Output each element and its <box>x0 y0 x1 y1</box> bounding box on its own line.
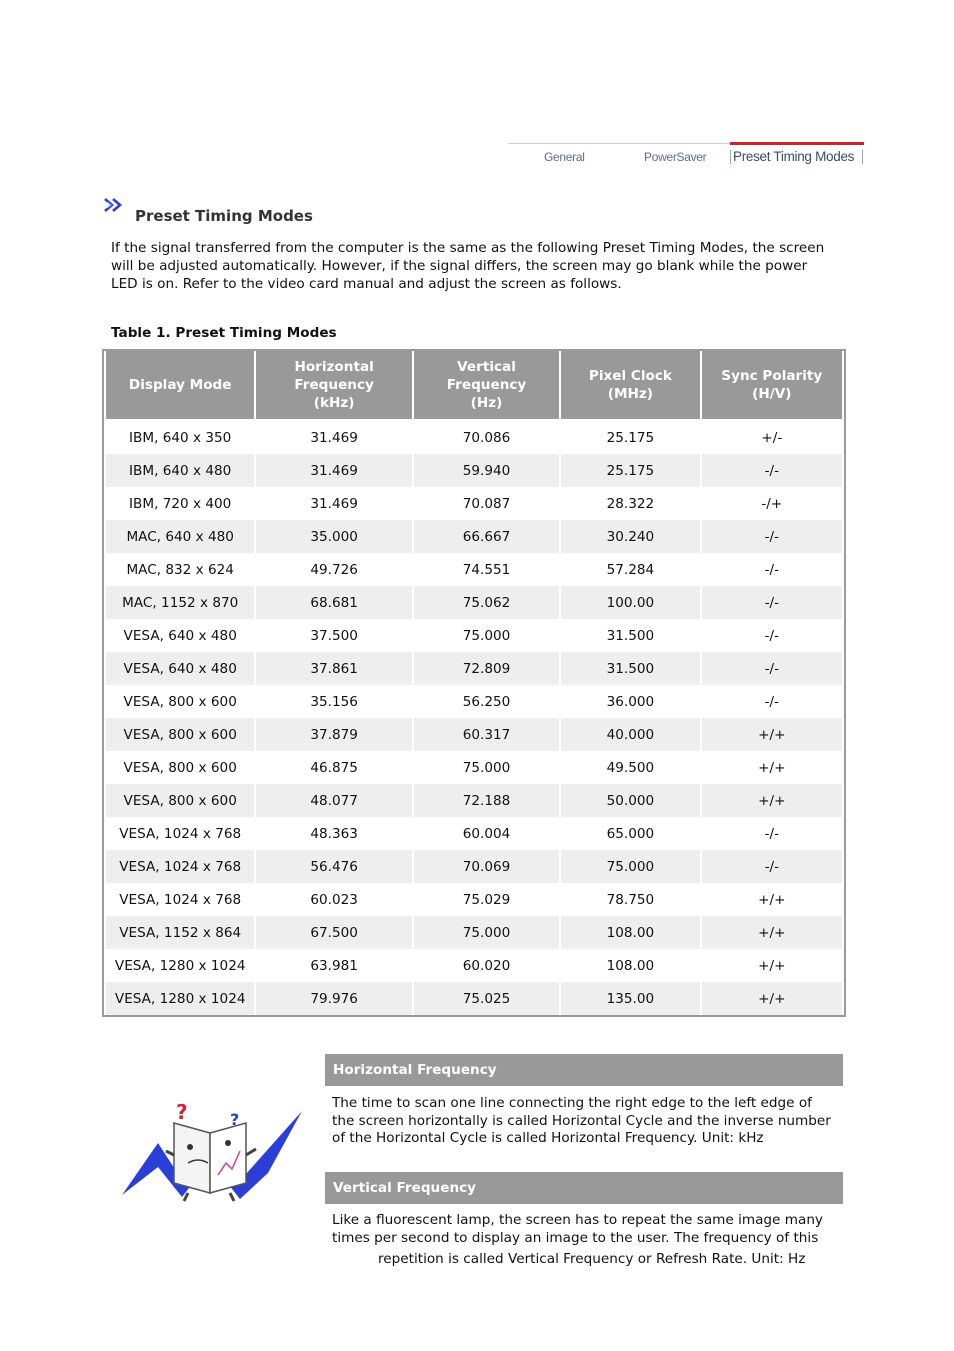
cell-sync-polarity: +/+ <box>702 784 842 817</box>
timing-table-container <box>102 349 846 1017</box>
table-row <box>106 454 842 487</box>
cell-horizontal-frequency: 35.000 <box>256 520 411 553</box>
vertical-frequency-title: Vertical Frequency <box>325 1172 843 1204</box>
cell-pixel-clock: 25.175 <box>561 421 699 454</box>
table-caption: Table 1. Preset Timing Modes <box>111 325 337 341</box>
svg-text:?: ? <box>230 1110 240 1129</box>
cell-vertical-frequency: 75.000 <box>414 751 559 784</box>
cell-vertical-frequency: 74.551 <box>414 553 559 586</box>
cell-vertical-frequency: 60.004 <box>414 817 559 850</box>
cell-vertical-frequency: 72.809 <box>414 652 559 685</box>
cell-pixel-clock: 57.284 <box>561 553 699 586</box>
cell-vertical-frequency: 70.087 <box>414 487 559 520</box>
cell-display-mode: VESA, 1280 x 1024 <box>106 949 254 982</box>
cell-sync-polarity: -/- <box>702 553 842 586</box>
cell-pixel-clock: 78.750 <box>561 883 699 916</box>
cell-sync-polarity: -/- <box>702 817 842 850</box>
table-row <box>106 850 842 883</box>
cell-horizontal-frequency: 35.156 <box>256 685 411 718</box>
timing-table-body <box>106 421 842 1015</box>
cell-vertical-frequency: 75.029 <box>414 883 559 916</box>
table-row <box>106 586 842 619</box>
cell-display-mode: IBM, 720 x 400 <box>106 487 254 520</box>
intro-paragraph: If the signal transferred from the computer is the same as the following Preset Timing Modes, the screen will be adjusted automatically. However, if the signal differs, the screen may go blank while the power LED is on. Refer to the video card manual and adjust the screen as follows. <box>111 240 825 292</box>
cell-display-mode: VESA, 800 x 600 <box>106 685 254 718</box>
header-display-mode: Display Mode <box>106 351 254 421</box>
cell-horizontal-frequency: 68.681 <box>256 586 411 619</box>
tab-rule <box>508 143 730 144</box>
cell-pixel-clock: 108.00 <box>561 916 699 949</box>
cell-display-mode: VESA, 640 x 480 <box>106 619 254 652</box>
cell-sync-polarity: -/+ <box>702 487 842 520</box>
cell-display-mode: MAC, 1152 x 870 <box>106 586 254 619</box>
cell-sync-polarity: +/+ <box>702 949 842 982</box>
cell-pixel-clock: 40.000 <box>561 718 699 751</box>
cell-vertical-frequency: 75.000 <box>414 916 559 949</box>
cell-display-mode: VESA, 1024 x 768 <box>106 850 254 883</box>
table-row <box>106 982 842 1015</box>
cell-sync-polarity: -/- <box>702 619 842 652</box>
confused-book-illustration <box>118 1103 308 1203</box>
header-sync-polarity: Sync Polarity (H/V) <box>702 351 842 421</box>
cell-vertical-frequency: 70.069 <box>414 850 559 883</box>
cell-display-mode: VESA, 1280 x 1024 <box>106 982 254 1015</box>
cell-pixel-clock: 49.500 <box>561 751 699 784</box>
cell-horizontal-frequency: 46.875 <box>256 751 411 784</box>
cell-sync-polarity: -/- <box>702 586 842 619</box>
cell-pixel-clock: 75.000 <box>561 850 699 883</box>
table-row <box>106 487 842 520</box>
cell-horizontal-frequency: 60.023 <box>256 883 411 916</box>
cell-display-mode: VESA, 1024 x 768 <box>106 817 254 850</box>
table-row <box>106 421 842 454</box>
cell-horizontal-frequency: 63.981 <box>256 949 411 982</box>
cell-display-mode: MAC, 640 x 480 <box>106 520 254 553</box>
table-row <box>106 553 842 586</box>
cell-sync-polarity: -/- <box>702 520 842 553</box>
cell-horizontal-frequency: 31.469 <box>256 421 411 454</box>
cell-sync-polarity: +/+ <box>702 916 842 949</box>
cell-pixel-clock: 135.00 <box>561 982 699 1015</box>
cell-display-mode: VESA, 800 x 600 <box>106 718 254 751</box>
tab-separator <box>862 150 863 164</box>
horizontal-frequency-text: The time to scan one line connecting the right edge to the left edge of the screen horizontally is called Horizontal Cycle and the inverse number of the Horizontal Cycle is called Horizontal Frequency. Unit: kHz <box>332 1095 831 1146</box>
cell-sync-polarity: +/- <box>702 421 842 454</box>
cell-horizontal-frequency: 31.469 <box>256 487 411 520</box>
cell-display-mode: VESA, 1024 x 768 <box>106 883 254 916</box>
table-row <box>106 520 842 553</box>
timing-table <box>104 351 844 1015</box>
cell-vertical-frequency: 70.086 <box>414 421 559 454</box>
cell-horizontal-frequency: 48.363 <box>256 817 411 850</box>
table-row <box>106 883 842 916</box>
svg-text:?: ? <box>176 1103 188 1124</box>
cell-vertical-frequency: 75.000 <box>414 619 559 652</box>
cell-pixel-clock: 108.00 <box>561 949 699 982</box>
cell-horizontal-frequency: 48.077 <box>256 784 411 817</box>
cell-sync-polarity: +/+ <box>702 982 842 1015</box>
cell-horizontal-frequency: 37.879 <box>256 718 411 751</box>
table-row <box>106 685 842 718</box>
cell-pixel-clock: 31.500 <box>561 652 699 685</box>
active-tab-indicator <box>730 142 864 145</box>
cell-vertical-frequency: 75.025 <box>414 982 559 1015</box>
cell-pixel-clock: 50.000 <box>561 784 699 817</box>
header-horizontal-frequency: Horizontal Frequency (kHz) <box>256 351 411 421</box>
cell-pixel-clock: 30.240 <box>561 520 699 553</box>
double-chevron-icon <box>103 197 127 217</box>
cell-horizontal-frequency: 56.476 <box>256 850 411 883</box>
page-title: Preset Timing Modes <box>135 207 313 225</box>
cell-sync-polarity: +/+ <box>702 751 842 784</box>
table-row <box>106 652 842 685</box>
vertical-frequency-text-continued: repetition is called Vertical Frequency or Refresh Rate. Unit: Hz <box>378 1251 806 1267</box>
cell-vertical-frequency: 75.062 <box>414 586 559 619</box>
table-row <box>106 817 842 850</box>
cell-pixel-clock: 100.00 <box>561 586 699 619</box>
cell-horizontal-frequency: 37.861 <box>256 652 411 685</box>
cell-vertical-frequency: 60.020 <box>414 949 559 982</box>
cell-display-mode: VESA, 1152 x 864 <box>106 916 254 949</box>
table-row <box>106 619 842 652</box>
table-row <box>106 916 842 949</box>
header-vertical-frequency: Vertical Frequency (Hz) <box>414 351 559 421</box>
cell-sync-polarity: +/+ <box>702 718 842 751</box>
cell-vertical-frequency: 66.667 <box>414 520 559 553</box>
cell-sync-polarity: -/- <box>702 454 842 487</box>
cell-display-mode: IBM, 640 x 480 <box>106 454 254 487</box>
cell-pixel-clock: 28.322 <box>561 487 699 520</box>
cell-vertical-frequency: 72.188 <box>414 784 559 817</box>
cell-display-mode: VESA, 800 x 600 <box>106 784 254 817</box>
cell-horizontal-frequency: 49.726 <box>256 553 411 586</box>
cell-display-mode: VESA, 800 x 600 <box>106 751 254 784</box>
cell-sync-polarity: -/- <box>702 685 842 718</box>
table-row <box>106 751 842 784</box>
table-row <box>106 718 842 751</box>
tab-separator <box>730 150 731 164</box>
vertical-frequency-text: Like a fluorescent lamp, the screen has to repeat the same image many times per second to display an image to the user. The frequency of this <box>332 1212 823 1246</box>
cell-horizontal-frequency: 67.500 <box>256 916 411 949</box>
cell-sync-polarity: -/- <box>702 850 842 883</box>
cell-pixel-clock: 31.500 <box>561 619 699 652</box>
cell-sync-polarity: -/- <box>702 652 842 685</box>
table-row <box>106 949 842 982</box>
cell-sync-polarity: +/+ <box>702 883 842 916</box>
tab-bar <box>508 142 864 172</box>
cell-vertical-frequency: 56.250 <box>414 685 559 718</box>
cell-display-mode: IBM, 640 x 350 <box>106 421 254 454</box>
table-row <box>106 784 842 817</box>
cell-horizontal-frequency: 79.976 <box>256 982 411 1015</box>
cell-pixel-clock: 36.000 <box>561 685 699 718</box>
cell-vertical-frequency: 59.940 <box>414 454 559 487</box>
cell-horizontal-frequency: 31.469 <box>256 454 411 487</box>
horizontal-frequency-title: Horizontal Frequency <box>325 1054 843 1086</box>
tab-preset-timing-modes[interactable]: Preset Timing Modes <box>733 149 855 164</box>
tab-powersaver[interactable]: PowerSaver <box>644 150 707 164</box>
header-pixel-clock: Pixel Clock (MHz) <box>561 351 699 421</box>
cell-horizontal-frequency: 37.500 <box>256 619 411 652</box>
cell-vertical-frequency: 60.317 <box>414 718 559 751</box>
cell-display-mode: VESA, 640 x 480 <box>106 652 254 685</box>
cell-display-mode: MAC, 832 x 624 <box>106 553 254 586</box>
cell-pixel-clock: 25.175 <box>561 454 699 487</box>
tab-general[interactable]: General <box>544 150 585 164</box>
cell-pixel-clock: 65.000 <box>561 817 699 850</box>
